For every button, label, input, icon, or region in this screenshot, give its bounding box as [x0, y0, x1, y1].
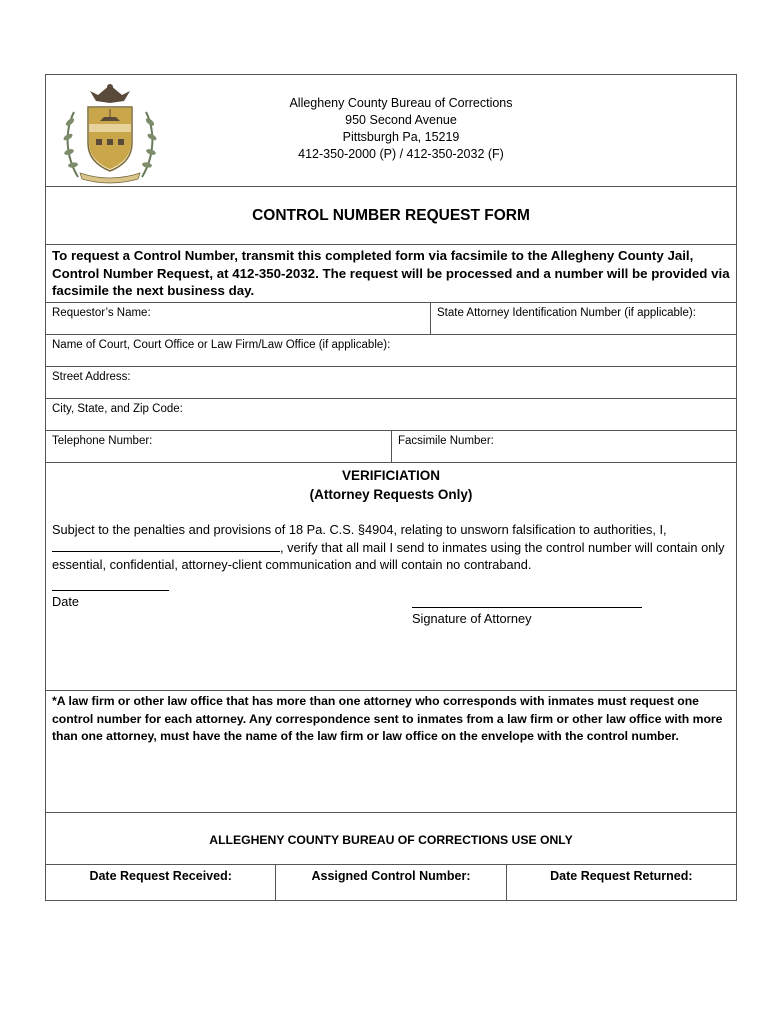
- date-request-returned-field[interactable]: Date Request Returned:: [550, 869, 693, 883]
- form-title-row: [46, 187, 736, 245]
- date-label: Date: [52, 594, 80, 609]
- verification-title: VERIFICIATION: [341, 468, 440, 483]
- control-number-request-form: [45, 74, 737, 901]
- instructions: To request a Control Number, transmit this completed form via facsimile to the Allegheny County Jail, Control Number Request, at 412-350-2032. The request will be processed and a number will be provided via facsimile the next business day.: [46, 245, 736, 303]
- facsimile-field[interactable]: Facsimile Number:: [398, 435, 494, 447]
- verification-line-3: essential, confidential, attorney-client communication and will contain no contraband.: [52, 557, 532, 572]
- office-use-heading-row: [46, 813, 736, 865]
- requestor-name-field[interactable]: Requestor’s Name:: [46, 303, 431, 334]
- court-row: [46, 335, 736, 367]
- office-use-title: ALLEGHENY COUNTY BUREAU OF CORRECTIONS USE ONLY: [209, 833, 573, 847]
- city-row: [46, 399, 736, 431]
- agency-name: Allegheny County Bureau of Corrections: [289, 96, 513, 110]
- attorney-signature-label: Signature of Attorney: [412, 611, 532, 626]
- verification-line-1: Subject to the penalties and provisions of 18 Pa. C.S. §4904, relating to unsworn falsification to authorities, I,: [52, 522, 667, 537]
- verification-line-2: [52, 539, 732, 557]
- date-request-received-field[interactable]: Date Request Received:: [46, 865, 276, 900]
- law-firm-note: *A law firm or other law office that has more than one attorney who corresponds with inmates must request one control number for each attorney. Any correspondence sent to inmates from a law firm or other law office with more than one attorney, must have the name of the law firm or law office on the envelope with the control number.: [46, 691, 736, 813]
- court-name-field[interactable]: Name of Court, Court Office or Law Firm/Law Office (if applicable):: [52, 339, 391, 351]
- attorney-name-blank[interactable]: [52, 539, 280, 552]
- form-header: [46, 75, 736, 187]
- county-seal-logo: [60, 77, 160, 185]
- attorney-signature-line[interactable]: [412, 607, 642, 608]
- agency-address-block: [186, 95, 616, 163]
- date-signature-line[interactable]: [52, 590, 169, 591]
- agency-phone: 412-350-2000 (P) / 412-350-2032 (F): [298, 147, 504, 161]
- phone-row: [46, 431, 736, 463]
- form-title: CONTROL NUMBER REQUEST FORM: [252, 207, 530, 224]
- city-state-zip-field[interactable]: City, State, and Zip Code:: [52, 403, 183, 415]
- verification-section: [46, 463, 736, 691]
- verification-subtitle: (Attorney Requests Only): [309, 487, 473, 502]
- street-row: [46, 367, 736, 399]
- street-address-field[interactable]: Street Address:: [52, 371, 131, 383]
- verification-heading: [46, 466, 736, 504]
- requestor-row: [46, 303, 736, 335]
- assigned-control-number-field[interactable]: Assigned Control Number:: [276, 865, 506, 900]
- state-attorney-id-field[interactable]: State Attorney Identification Number (if applicable):: [437, 307, 696, 319]
- office-use-fields-row: [46, 865, 736, 900]
- verification-statement: [52, 521, 732, 574]
- agency-street: 950 Second Avenue: [345, 113, 457, 127]
- telephone-field[interactable]: Telephone Number:: [46, 431, 392, 462]
- agency-city: Pittsburgh Pa, 15219: [342, 130, 460, 144]
- verification-line-2-text: , verify that all mail I send to inmates using the control number will contain only: [280, 539, 725, 555]
